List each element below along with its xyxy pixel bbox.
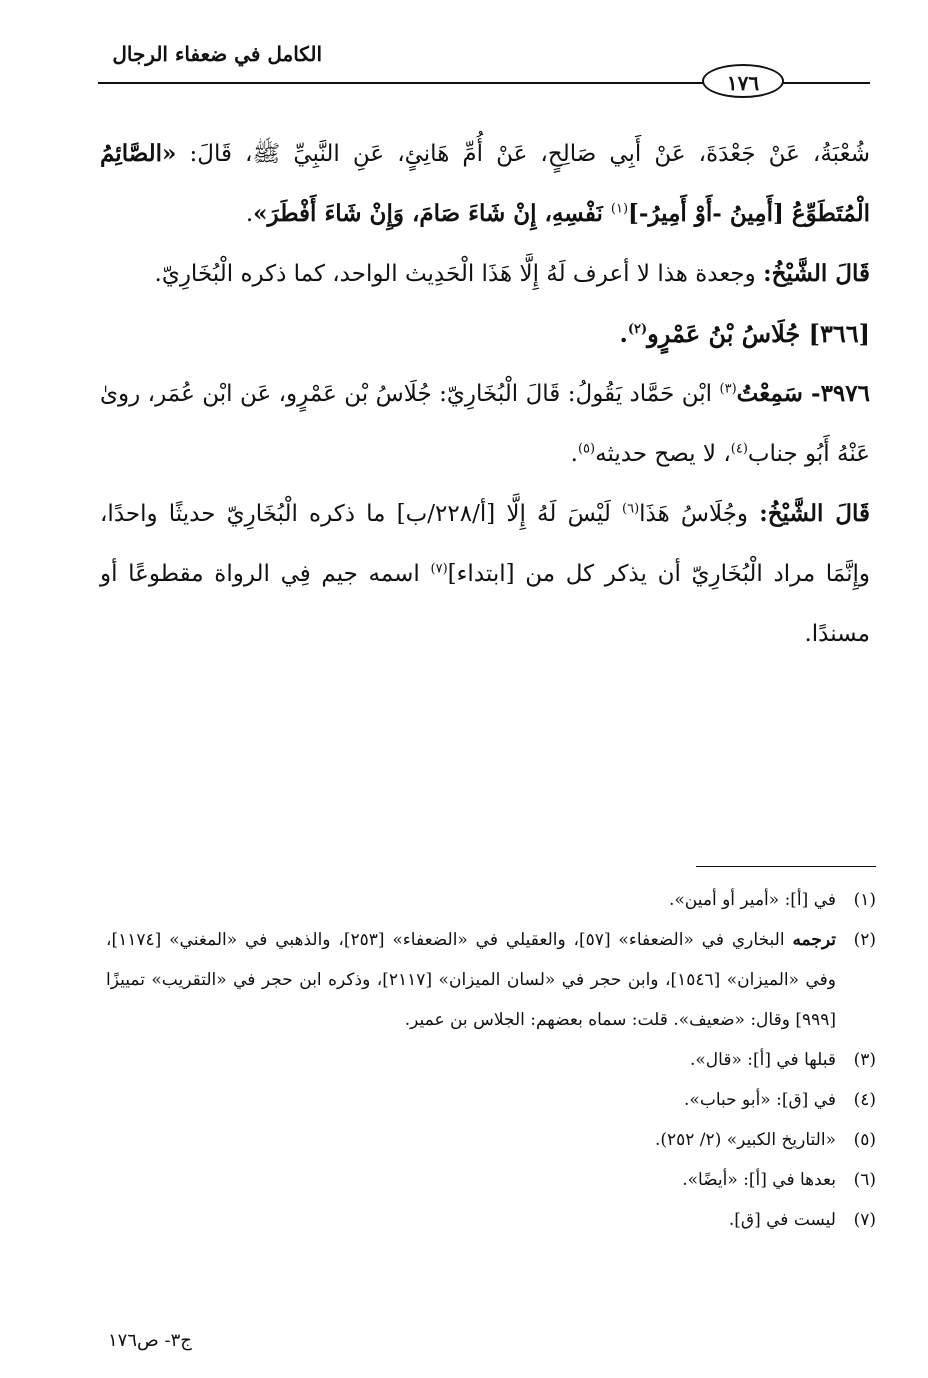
footnote-number: (٢) (853, 930, 876, 950)
sheikh2-text-2: لَيْسَ لَهُ إِلَّا [أ/٢٢٨/ب] ما ذكره الْبُخَارِيّ حديثًا واحدًا، وإِنَّمَا مراد الْبُخَارِيّ أن يذكر كل من [ابتداء] (100, 501, 871, 587)
footnote-text (106, 920, 836, 1040)
footnote (106, 880, 876, 920)
footnote-ref-6: (٦) (622, 501, 640, 517)
sheikh-label: قَالَ الشَّيْخُ: (763, 260, 870, 287)
volume-page-reference: ج٣- ص١٧٦ (108, 1330, 192, 1351)
footnote-ref-3: (٣) (719, 381, 737, 397)
footnote-text: في [ق]: «أبو حباب». (684, 1090, 836, 1110)
footnote-number: (٥) (853, 1130, 876, 1150)
report-number: ٣٩٧٦- (811, 380, 870, 407)
page-number: ١٧٦ (702, 64, 784, 98)
footnote (106, 1160, 876, 1200)
footnote-number: (١) (853, 890, 876, 910)
report-text-2: ، لا يصح حديثه (595, 441, 731, 467)
matn-text-cont: نَفْسِهِ، إِنْ شَاءَ صَامَ، وَإِنْ شَاءَ أَفْطَرَ» (253, 200, 611, 227)
footnote-number: (٣) (853, 1050, 876, 1070)
main-text (100, 124, 870, 664)
footnote-number: (٦) (853, 1170, 876, 1190)
entry-title: [٣٦٦] جُلَاسُ بْنُ عَمْرٍو (647, 319, 870, 348)
footnote-ref-2: (٢) (627, 322, 648, 337)
entry-end: . (619, 319, 628, 348)
footnote (106, 1200, 876, 1240)
isnad-text: شُعْبَةُ، عَنْ جَعْدَةَ، عَنْ أَبِي صَالِحٍ، عَنْ أُمِّ هَانِئٍ، عَنِ النَّبِيِّ ﷺ، قَالَ: (176, 141, 870, 167)
paragraph-sheikh-2 (100, 484, 870, 664)
report-sami: سَمِعْتُ (736, 380, 812, 407)
footnote-ref-1: (١) (610, 201, 629, 217)
paragraph-hadith (100, 124, 870, 244)
footnote-bold-word: ترجمه (792, 930, 836, 950)
entry-heading (100, 304, 870, 364)
footnote-ref-4: (٤) (730, 441, 748, 457)
sheikh2-text-3: اسمه جيم فِي الرواة مقطوعًا أو مسندًا. (100, 561, 870, 647)
footnote-text: في [أ]: «أمير أو أمين». (668, 890, 836, 910)
paragraph-sheikh-1 (100, 244, 870, 304)
footnote-text-rest: البخاري في «الضعفاء» [٥٧]، والعقيلي في «الضعفاء» [٢٥٣]، والذهبي في «المغني» [١١٧٤]، وفي «الميزان» [١٥٤٦]، وابن حجر في «لسان الميزان» [٢١١٧]، وذكره ابن حجر في «التقريب» تمييزًا [٩٩٩] وقال: «ضعيف». قلت: سماه بعضهم: الجلاس بن عمير. (106, 930, 837, 1030)
footnote (106, 1120, 876, 1160)
footnote-ref-7: (٧) (430, 561, 448, 577)
footnote-number: (٤) (853, 1090, 876, 1110)
footnotes (106, 880, 876, 1240)
paragraph-report (100, 364, 870, 484)
paragraph-end: . (245, 201, 254, 227)
sheikh-comment: وجعدة هذا لا أعرف لَهُ إِلَّا هَذَا الْحَدِيث الواحد، كما ذكره الْبُخَارِيّ. (154, 261, 764, 287)
footnote (106, 1040, 876, 1080)
footnote-rule (696, 866, 876, 867)
footnote (106, 1080, 876, 1120)
footnote-text: قبلها في [أ]: «قال». (690, 1050, 836, 1070)
report-text-1: ابْن حَمَّاد يَقُولُ: قَالَ الْبُخَارِيّ: جُلَاسُ بْن عَمْرٍو، عَن ابْن عُمَر، روىٰ عَنْهُ أَبُو جناب (100, 381, 870, 467)
matn-text: «الصَّائِمُ الْمُتَطَوِّعُ [أَمِينُ -أَوْ أَمِيرُ-] (100, 140, 870, 227)
footnote-number: (٧) (853, 1210, 876, 1230)
footnote (106, 920, 876, 1040)
sheikh2-text-1: وجُلَاسُ هَذَا (639, 501, 760, 527)
footnote-text: «التاريخ الكبير» (٢/ ٢٥٢). (654, 1130, 836, 1150)
footnote-ref-5: (٥) (577, 441, 596, 457)
footnote-text: ليست في [ق]. (728, 1210, 836, 1230)
sheikh-label-2: قَالَ الشَّيْخُ: (759, 500, 870, 527)
running-title: الكامل في ضعفاء الرجال (112, 42, 322, 66)
footnote-text: بعدها في [أ]: «أيضًا». (682, 1170, 836, 1190)
report-end: . (570, 441, 578, 467)
